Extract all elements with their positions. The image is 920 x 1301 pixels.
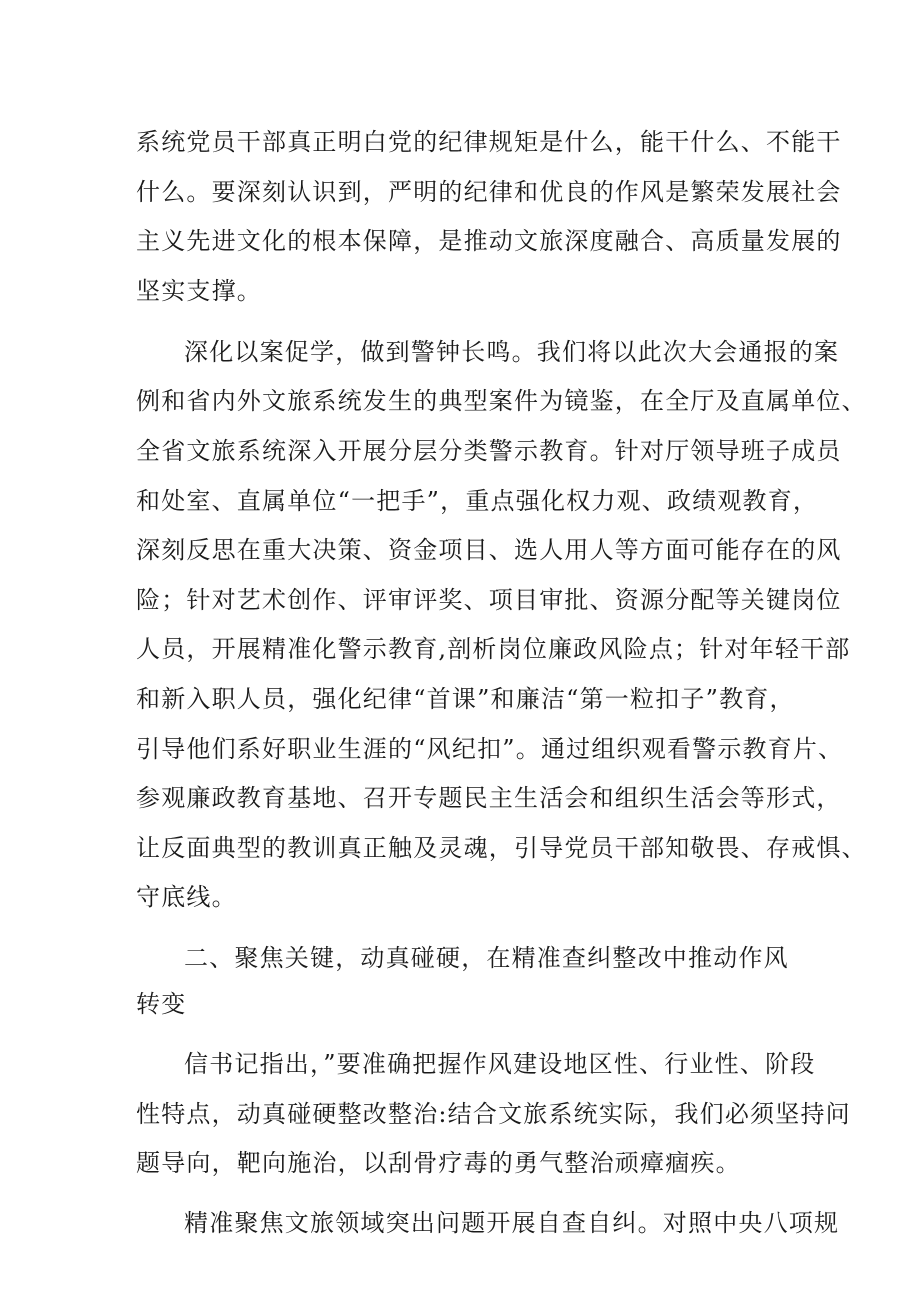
text-line: 和新入职人员，强化纪律“首课”和廉洁“第一粒扣子”教育， [136,685,795,713]
text-line: 让反面典型的教训真正触及灵魂，引导党员干部知敬畏、存戒惧、 [136,834,867,862]
text-line: 守底线。 [136,883,237,911]
section-heading-continuation: 转变 [136,990,187,1018]
text-line: 精准聚焦文旅领域突出问题开展自查自纠。对照中央八项规 [184,1209,840,1237]
text-line: 性特点，动真碰硬整改整治:结合文旅系统实际，我们必须坚持问 [136,1100,851,1128]
text-line: 参观廉政教育基地、召开专题民主生活会和组织生活会等形式， [136,784,842,812]
text-line: 深刻反思在重大决策、资金项目、选人用人等方面可能存在的风 [136,536,842,564]
text-line: 险；针对艺术创作、评审评奖、项目审批、资源分配等关键岗位 [136,586,842,614]
text-line: 引导他们系好职业生涯的“风纪扣”。通过组织观看警示教育片、 [136,735,844,763]
text-line: 系统党员干部真正明白党的纪律规矩是什么，能干什么、不能干 [136,128,842,156]
text-line: 人员，开展精准化警示教育,剖析岗位廉政风险点；针对年轻干部 [136,635,851,663]
text-line: 例和省内外文旅系统发生的典型案件为镜鉴，在全厅及直属单位、 [136,387,867,415]
text-line: 什么。要深刻认识到，严明的纪律和优良的作风是繁荣发展社会 [136,178,842,206]
text-line: 深化以案促学，做到警钟长鸣。我们将以此次大会通报的案 [184,338,840,366]
text-line: 主义先进文化的根本保障，是推动文旅深度融合、高质量发展的 [136,227,842,255]
text-line: 信书记指出，”要准确把握作风建设地区性、行业性、阶段 [184,1050,816,1078]
text-line: 和处室、直属单位“一把手”，重点强化权力观、政绩观教育， [136,487,819,515]
text-line: 坚实支撑。 [136,277,262,305]
text-line: 全省文旅系统深入开展分层分类警示教育。针对厅领导班子成员 [136,437,842,465]
text-line: 题导向，靶向施治，以刮骨疗毒的勇气整治顽瘴痼疾。 [136,1149,741,1177]
section-heading: 二、聚焦关键，动真碰硬，在精准查纠整改中推动作风 [184,944,789,972]
